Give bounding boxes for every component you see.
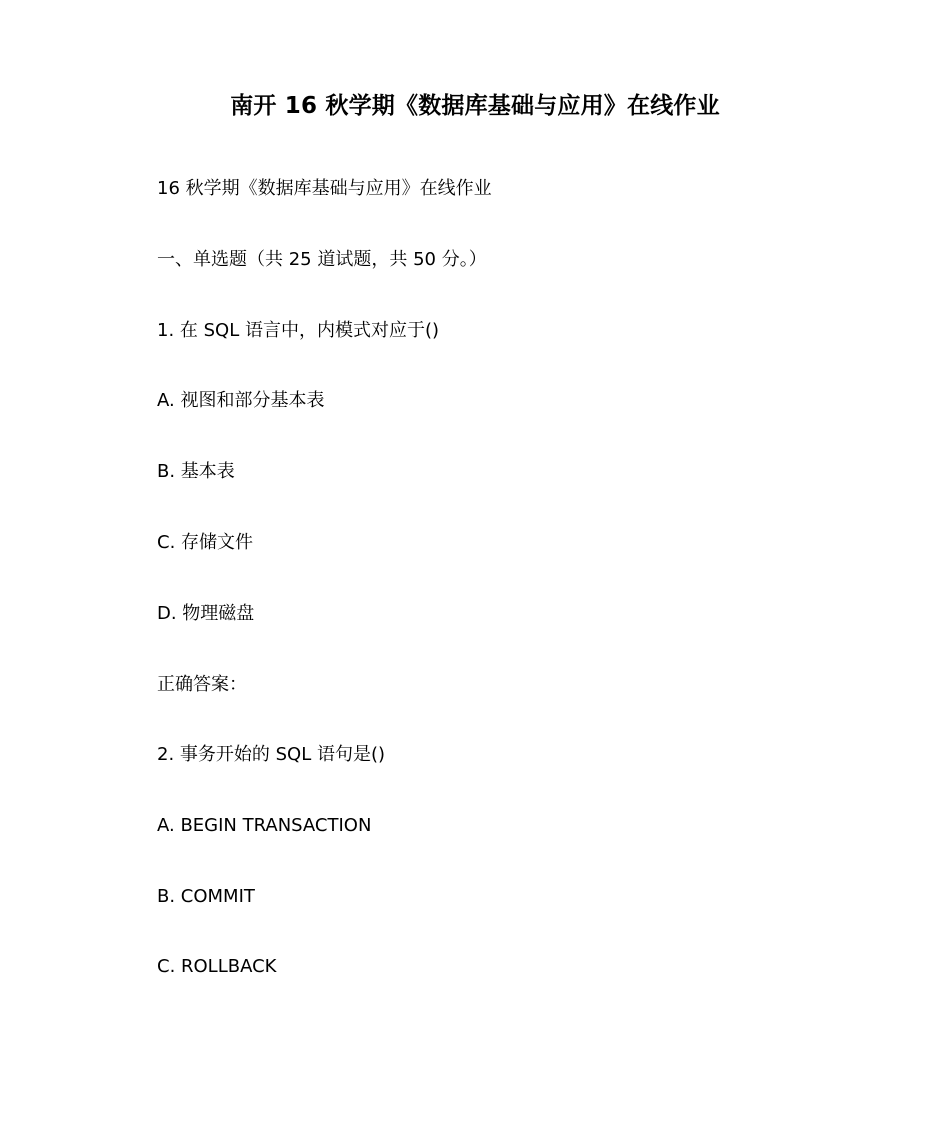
question-2-option-a: A. BEGIN TRANSACTION [157, 815, 372, 836]
question-1-option-c: C. 存储文件 [157, 532, 254, 553]
document-subtitle: 16 秋学期《数据库基础与应用》在线作业 [157, 178, 492, 199]
question-1-stem: 1. 在 SQL 语言中，内模式对应于() [157, 320, 440, 341]
question-2-option-b: B. COMMIT [157, 886, 255, 907]
question-1-option-b: B. 基本表 [157, 461, 235, 482]
question-1-answer-label: 正确答案： [157, 674, 247, 695]
question-2-stem: 2. 事务开始的 SQL 语句是() [157, 744, 386, 765]
question-1-option-a: A. 视图和部分基本表 [157, 390, 325, 411]
section-heading: 一、单选题（共 25 道试题，共 50 分。） [157, 249, 487, 270]
document-title: 南开 16 秋学期《数据库基础与应用》在线作业 [230, 93, 720, 119]
question-1-option-d: D. 物理磁盘 [157, 603, 255, 624]
question-2-option-c: C. ROLLBACK [157, 956, 277, 977]
